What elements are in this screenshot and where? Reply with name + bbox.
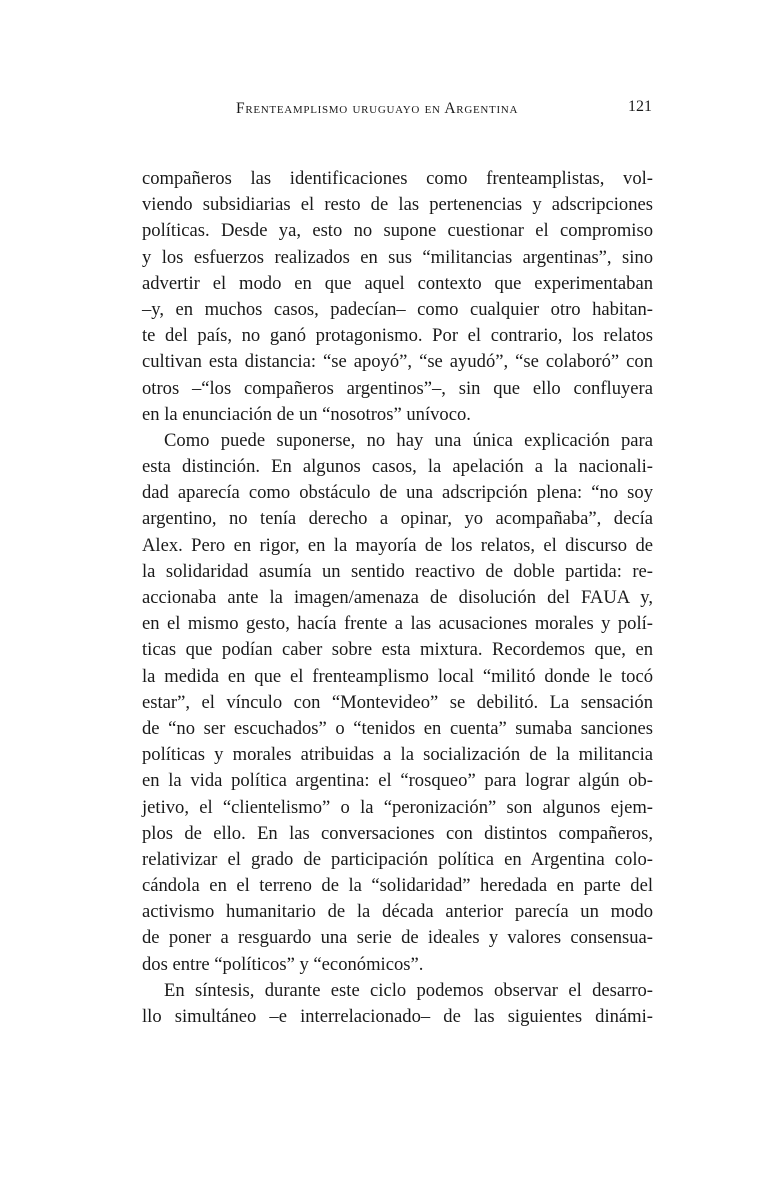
text-line: de poner a resguardo una serie de ideales y valores consensua- (142, 927, 653, 949)
text-line: llo simultáneo –e interrelacionado– de las siguientes dinámi- (142, 1006, 653, 1027)
text-line: activismo humanitario de la década anterior parecía un modo (142, 901, 653, 923)
text-line: jetivo, el “clientelismo” o la “peronización” son algunos ejem- (142, 796, 653, 818)
text-line: Alex. Pero en rigor, en la mayoría de los relatos, el discurso de (142, 534, 653, 556)
text-line: argentino, no tenía derecho a opinar, yo acompañaba”, decía (142, 508, 653, 530)
text-line: compañeros las identificaciones como frenteamplistas, vol- (142, 168, 653, 189)
text-line: advertir el modo en que aquel contexto que experimentaban (142, 272, 653, 294)
text-line: en la enunciación de un “nosotros” unívoco. (142, 403, 471, 425)
running-title: Frenteamplismo uruguayo en Argentina (236, 100, 519, 117)
text-line: cultivan esta distancia: “se apoyó”, “se ayudó”, “se colaboró” con (142, 351, 653, 373)
text-line: de “no ser escuchados” o “tenidos en cuenta” sumaba sanciones (142, 717, 653, 739)
text-line: en la vida política argentina: el “rosqueo” para lograr algún ob- (142, 770, 653, 792)
text-line: En síntesis, durante este ciclo podemos observar el desarro- (164, 979, 653, 1001)
text-line: plos de ello. En las conversaciones con distintos compañeros, (142, 822, 653, 844)
text-line: dos entre “políticos” y “económicos”. (142, 953, 424, 975)
text-line: estar”, el vínculo con “Montevideo” se debilitó. La sensación (142, 691, 653, 713)
body-text (142, 166, 653, 1030)
text-line: Como puede suponerse, no hay una única explicación para (164, 429, 653, 451)
running-header (140, 98, 652, 124)
text-line: –y, en muchos casos, padecían– como cualquier otro habitan- (142, 298, 653, 320)
text-line: cándola en el terreno de la “solidaridad” heredada en parte del (142, 875, 653, 897)
text-line: esta distinción. En algunos casos, la apelación a la nacionali- (142, 456, 653, 478)
text-line: ticas que podían caber sobre esta mixtura. Recordemos que, en (142, 639, 653, 661)
text-line: relativizar el grado de participación política en Argentina colo- (142, 848, 653, 870)
text-line: la solidaridad asumía un sentido reactivo de doble partida: re- (142, 560, 653, 582)
text-line: en el mismo gesto, hacía frente a las acusaciones morales y polí- (142, 613, 653, 635)
page-number: 121 (628, 98, 652, 115)
text-line: políticas. Desde ya, esto no supone cuestionar el compromiso (142, 220, 653, 242)
text-line: dad aparecía como obstáculo de una adscripción plena: “no soy (142, 482, 653, 504)
text-line: accionaba ante la imagen/amenaza de disolución del FAUA y, (142, 587, 653, 608)
text-line: políticas y morales atribuidas a la socialización de la militancia (142, 744, 653, 766)
text-line: y los esfuerzos realizados en sus “militancias argentinas”, sino (142, 246, 653, 268)
text-line: te del país, no ganó protagonismo. Por el contrario, los relatos (142, 325, 653, 347)
text-line: la medida en que el frenteamplismo local “militó donde le tocó (142, 665, 653, 687)
text-line: viendo subsidiarias el resto de las pertenencias y adscripciones (142, 194, 653, 216)
text-line: otros –“los compañeros argentinos”–, sin que ello confluyera (142, 377, 653, 399)
